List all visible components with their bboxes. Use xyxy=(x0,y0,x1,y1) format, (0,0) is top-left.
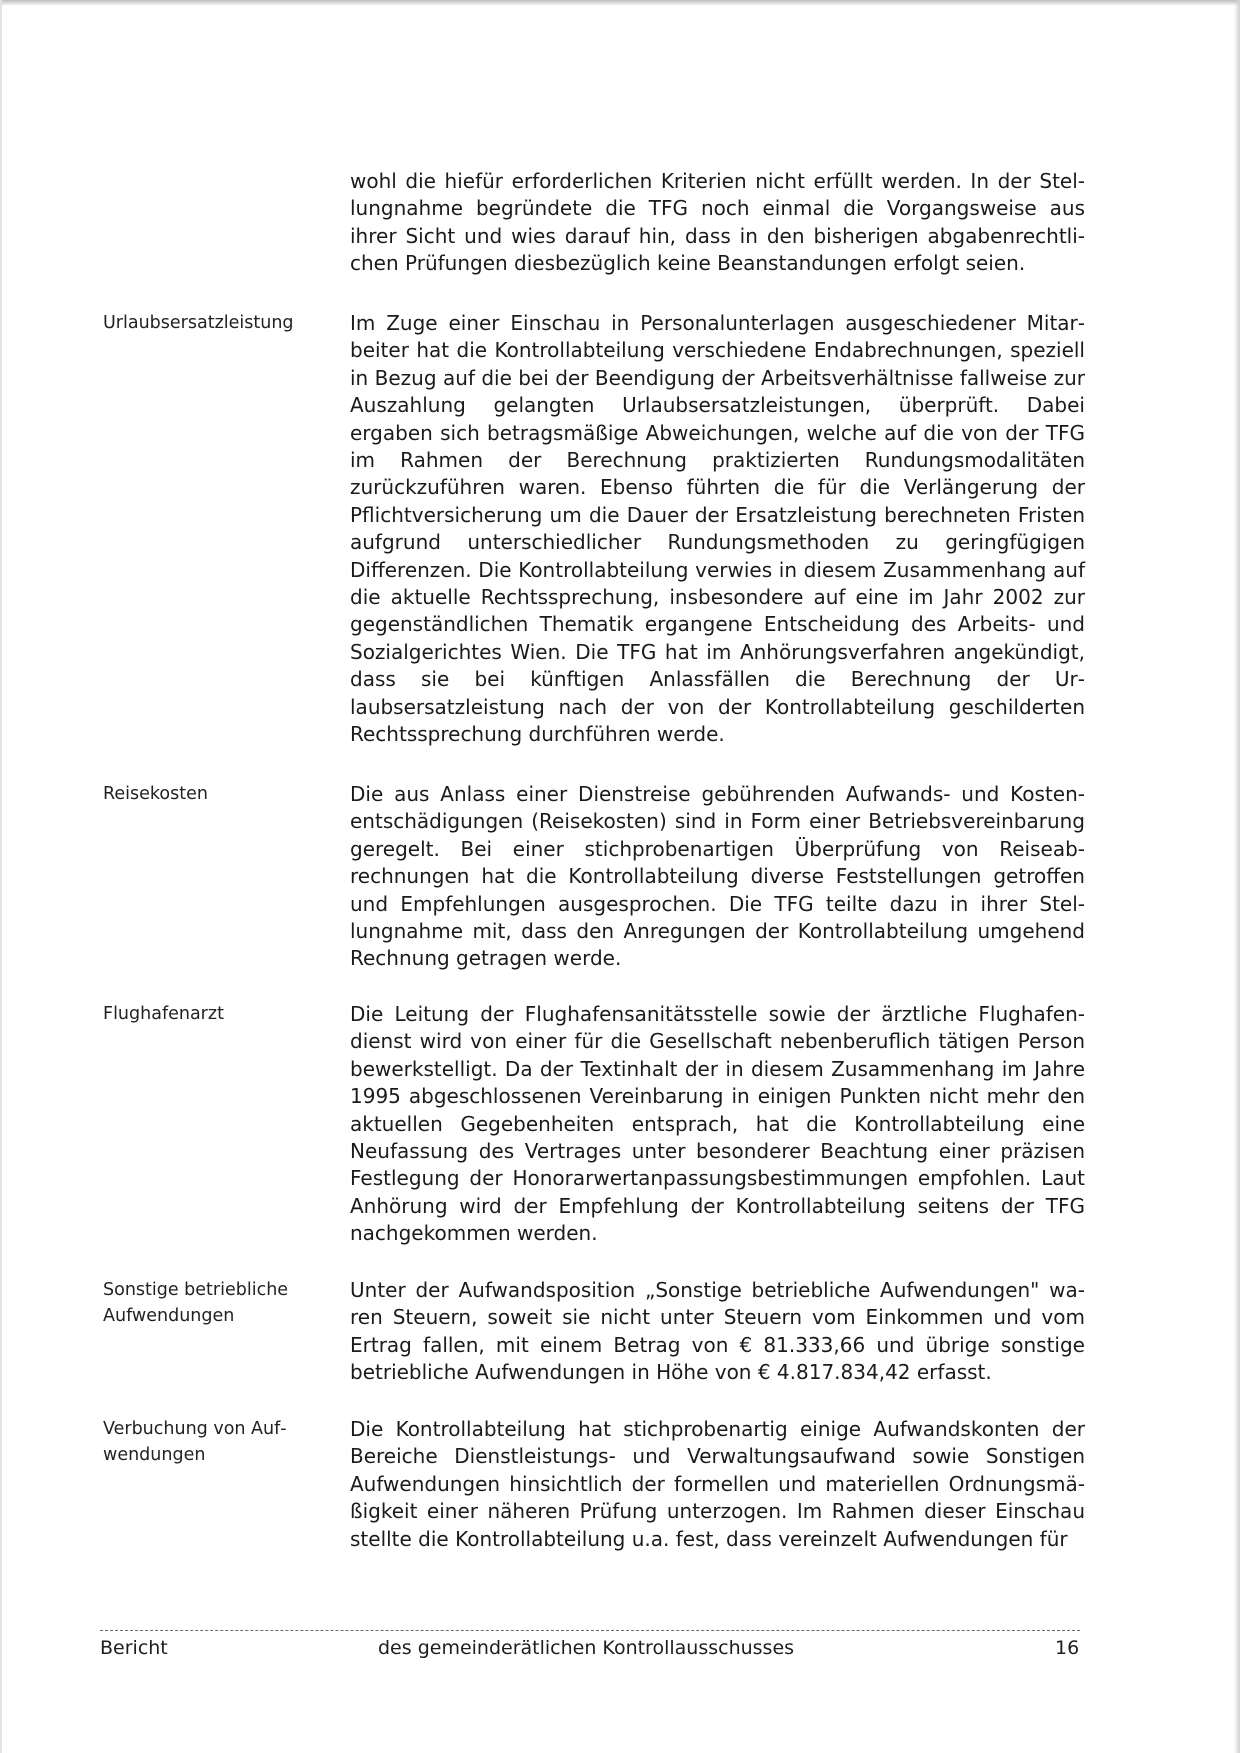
page-number: 16 xyxy=(1055,1637,1080,1659)
margin-label-verbuchung: Verbuchung von Aufwendungen xyxy=(103,1419,287,1465)
footer-committee-name: des gemeinderätlichen Kontrollausschusses xyxy=(378,1637,795,1659)
paragraph-reisekosten: Die aus Anlass einer Dienstreise gebührenden Aufwands- und Kostenentschädigungen (Reisekosten) sind in Form einer Betriebsvereinbarung geregelt. Bei einer stichprobenartigen Überprüfung von Reiseabrechnungen hat die Kontrollabteilung diverse Feststellungen getroffen und Empfehlungen ausgesprochen. Die TFG teilte dazu in ihrer Stellungnahme mit, dass den Anregungen der Kontrollabteilung umgehend Rechnung getragen werde. xyxy=(350,782,1085,971)
paragraph-continuation: wohl die hiefür erforderlichen Kriterien nicht erfüllt werden. In der Stellungnahme begründete die TFG noch einmal die Vorgangsweise aus ihrer Sicht und wies darauf hin, dass in den bisherigen abgabenrechtlichen Prüfungen diesbezüglich keine Beanstandungen erfolgt seien. xyxy=(350,169,1085,276)
page-footer xyxy=(0,1637,1240,1667)
margin-label-reisekosten: Reisekosten xyxy=(103,784,208,804)
margin-label-sonstige-aufwendungen: Sonstige betriebliche Aufwendungen xyxy=(103,1280,289,1326)
margin-label-urlaubsersatzleistung: Urlaubsersatzleistung xyxy=(103,313,294,333)
paragraph-verbuchung: Die Kontrollabteilung hat stichprobenartig einige Aufwandskonten der Bereiche Dienstleistungs- und Verwaltungsaufwand sowie Sonstigen Aufwendungen hinsichtlich der formellen und materiellen Ordnungsmäßigkeit einer näheren Prüfung unterzogen. Im Rahmen dieser Einschau stellte die Kontrollabteilung u.a. fest, dass vereinzelt Aufwendungen für xyxy=(350,1417,1085,1551)
paragraph-sonstige-aufwendungen: Unter der Aufwandsposition „Sonstige betriebliche Aufwendungen" waren Steuern, soweit sie nicht unter Steuern vom Einkommen und vom Ertrag fallen, mit einem Betrag von € 81.333,66 und übrige sonstige betriebliche Aufwendungen in Höhe von € 4.817.834,42 erfasst. xyxy=(350,1278,1085,1385)
footer-divider xyxy=(100,1630,1080,1631)
paragraph-flughafenarzt: Die Leitung der Flughafensanitätsstelle sowie der ärztliche Flughafendienst wird von einer für die Gesellschaft nebenberuflich tätigen Person bewerkstelligt. Da der Textinhalt der in diesem Zusammenhang im Jahre 1995 abgeschlossenen Vereinbarung in einigen Punkten nicht mehr den aktuellen Gegebenheiten entsprach, hat die Kontrollabteilung eine Neufassung des Vertrages unter besonderer Beachtung einer präzisen Festlegung der Honorarwertanpassungsbestimmungen empfohlen. Laut Anhörung wird der Empfehlung der Kontrollabteilung seitens der TFG nachgekommen werden. xyxy=(350,1002,1085,1246)
paragraph-urlaubsersatzleistung: Im Zuge einer Einschau in Personalunterlagen ausgeschiedener Mitarbeiter hat die Kontrollabteilung verschiedene Endabrechnungen, speziell in Bezug auf die bei der Beendigung der Arbeitsverhältnisse fallweise zur Auszahlung gelangten Urlaubsersatzleistungen, überprüft. Dabei ergaben sich betragsmäßige Abweichungen, welche auf die von der TFG im Rahmen der Berechnung praktizierten Rundungsmodalitäten zurückzuführen waren. Ebenso führten die für die Verlängerung der Pflichtversicherung um die Dauer der Ersatzleistung berechneten Fristen aufgrund unterschiedlicher Rundungsmethoden zu geringfügigen Differenzen. Die Kontrollabteilung verwies in diesem Zusammenhang auf die aktuelle Rechtssprechung, insbesondere auf eine im Jahr 2002 zur gegenständlichen Thematik ergangene Entscheidung des Arbeits- und Sozialgerichtes Wien. Die TFG hat im Anhörungsverfahren angekündigt, dass sie bei künftigen Anlassfällen die Berechnung der Urlaubsersatzleistung nach der von der Kontrollabteilung geschilderten Rechtssprechung durchführen werde. xyxy=(350,311,1085,747)
footer-report-label: Bericht xyxy=(100,1637,168,1659)
margin-label-flughafenarzt: Flughafenarzt xyxy=(103,1004,224,1024)
